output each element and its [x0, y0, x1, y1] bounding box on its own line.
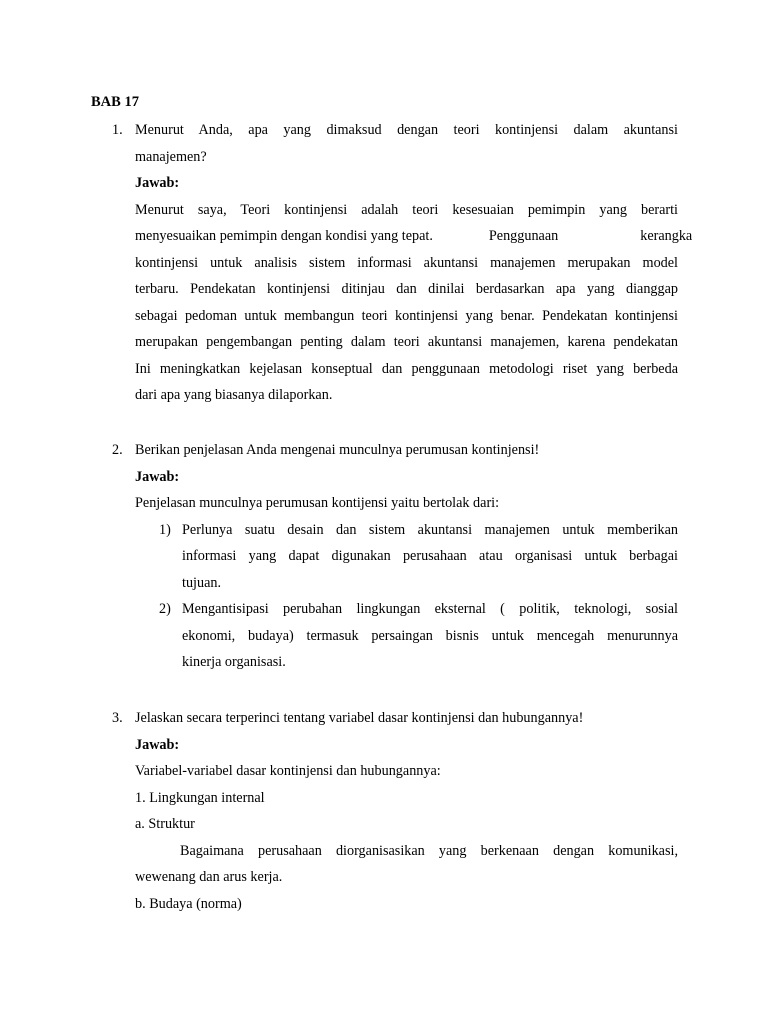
question-number: 1. — [112, 122, 123, 138]
paragraph-line: Bagaimana perusahaan diorganisasikan yang berkenaan dengan komunikasi, — [180, 842, 678, 859]
question-text: Berikan penjelasan Anda mengenai munculnya perumusan kontinjensi! — [135, 442, 540, 458]
list-item-number: 2) — [159, 601, 171, 617]
answer-line: Ini meningkatkan kejelasan konseptual dan penggunaan metodologi riset yang berbeda — [135, 360, 678, 377]
list-item — [159, 517, 678, 597]
list-item-line: Perlunya suatu desain dan sistem akuntansi manajemen untuk memberikan — [182, 521, 678, 538]
answer-line: merupakan pengembangan penting dalam teori akuntansi manajemen, karena pendekatan — [135, 334, 678, 350]
list-item-line: ekonomi, budaya) termasuk persaingan bisnis untuk mencegah menurunnya — [182, 627, 678, 644]
question-text-line: manajemen? — [135, 148, 207, 165]
chapter-heading: BAB 17 — [91, 94, 139, 110]
list-item-line: informasi yang dapat digunakan perusahaan atau organisasi untuk berbagai — [182, 548, 678, 564]
answer-line: sebagai pedoman untuk membangun teori kontinjensi yang benar. Pendekatan kontinjensi — [135, 307, 678, 324]
list-item — [159, 596, 678, 676]
question-text: Jelaskan secara terperinci tentang variabel dasar kontinjensi dan hubungannya! — [135, 710, 584, 726]
answer-label: Jawab: — [135, 175, 180, 191]
question-number: 2. — [112, 442, 123, 458]
list-item-line: Mengantisipasi perubahan lingkungan eksternal ( politik, teknologi, sosial — [182, 601, 678, 617]
subheading-culture: b. Budaya (norma) — [135, 895, 242, 912]
paragraph-line: wewenang dan arus kerja. — [135, 869, 283, 885]
answer-line: dari apa yang biasanya dilaporkan. — [135, 387, 333, 403]
question-2 — [112, 437, 678, 676]
answer-line: kontinjensi untuk analisis sistem informasi akuntansi manajemen merupakan model — [135, 254, 678, 271]
list-item-line: kinerja organisasi. — [182, 654, 286, 670]
subheading-internal-environment: 1. Lingkungan internal — [135, 789, 265, 806]
subheading-structure: a. Struktur — [135, 816, 195, 832]
answer-label: Jawab: — [135, 468, 180, 485]
answer-line: menyesuaikan pemimpin dengan kondisi yang tepat. Penggunaan kerangka — [135, 228, 693, 244]
list-item-line: tujuan. — [182, 574, 222, 591]
question-1 — [112, 117, 693, 409]
answer-line: Menurut saya, Teori kontinjensi adalah teori kesesuaian pemimpin yang berarti — [135, 201, 678, 218]
answer-intro: Variabel-variabel dasar kontinjensi dan hubungannya: — [135, 763, 441, 779]
answer-label: Jawab: — [135, 736, 180, 753]
question-text-line: Menurut Anda, apa yang dimaksud dengan teori kontinjensi dalam akuntansi — [135, 122, 678, 138]
question-3 — [112, 705, 678, 917]
list-item-number: 1) — [159, 521, 171, 538]
question-number: 3. — [112, 710, 123, 726]
answer-intro: Penjelasan munculnya perumusan kontijensi yaitu bertolak dari: — [135, 495, 500, 511]
answer-line: terbaru. Pendekatan kontinjensi ditinjau dan dinilai berdasarkan apa yang dianggap — [135, 281, 678, 297]
